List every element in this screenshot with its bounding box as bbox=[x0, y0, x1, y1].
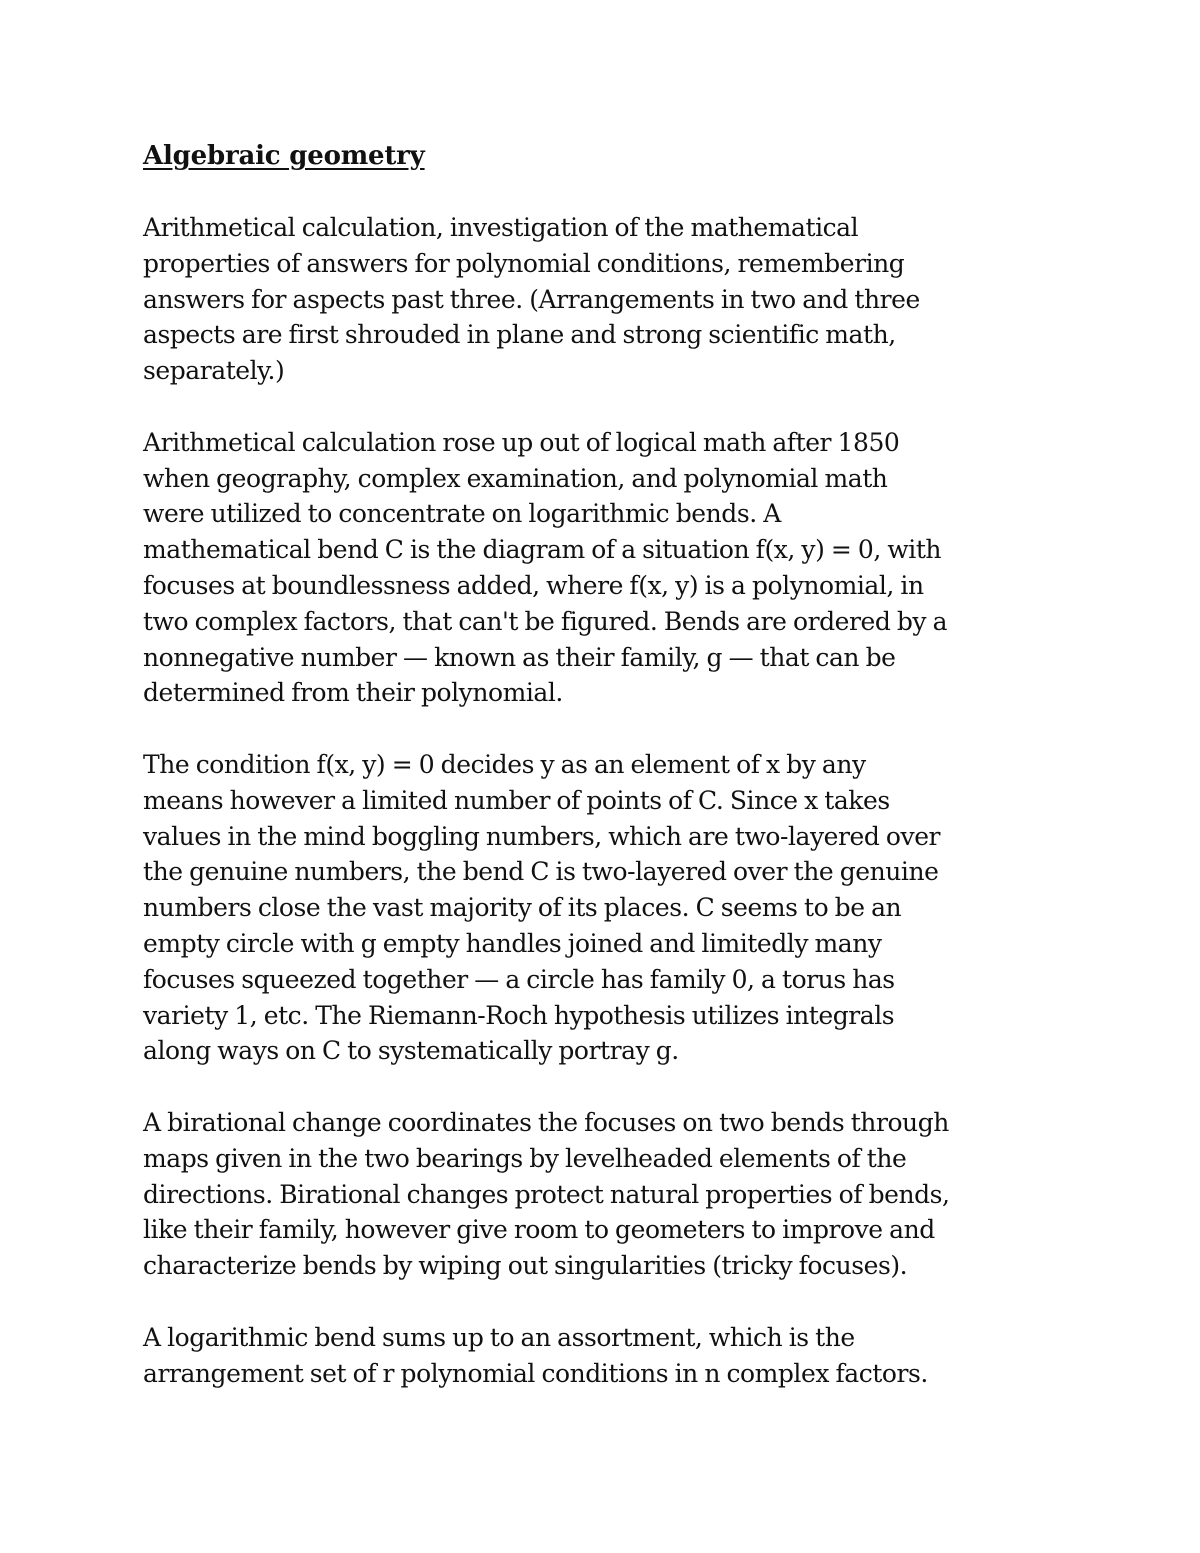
paragraph-line: the genuine numbers, the bend C is two-layered over the genuine bbox=[143, 857, 939, 887]
paragraph-line: two complex factors, that can't be figured. Bends are ordered by a bbox=[143, 606, 948, 636]
paragraph-line: Arithmetical calculation rose up out of logical math after 1850 bbox=[143, 427, 900, 457]
paragraph-line: variety 1, etc. The Riemann-Roch hypothesis utilizes integrals bbox=[143, 1000, 895, 1030]
paragraph-line: along ways on C to systematically portray g. bbox=[143, 1036, 679, 1066]
paragraph-line: Arithmetical calculation, investigation of the mathematical bbox=[143, 213, 859, 242]
paragraph-line: values in the mind boggling numbers, which are two-layered over bbox=[143, 821, 941, 851]
paragraph-line: were utilized to concentrate on logarithmic bends. A bbox=[143, 499, 781, 529]
paragraph-line: characterize bends by wiping out singularities (tricky focuses). bbox=[143, 1251, 908, 1281]
paragraph-1 bbox=[143, 210, 1063, 389]
paragraph-line: answers for aspects past three. (Arrangements in two and three bbox=[143, 284, 920, 314]
paragraph-line: means however a limited number of points of C. Since x takes bbox=[143, 785, 890, 815]
paragraph-line: arrangement set of r polynomial conditions in n complex factors. bbox=[143, 1358, 928, 1388]
paragraph-line: The condition f(x, y) = 0 decides y as an element of x by any bbox=[143, 749, 866, 779]
paragraph-line: nonnegative number — known as their family, g — that can be bbox=[143, 642, 896, 672]
paragraph-line: separately.) bbox=[143, 356, 285, 386]
paragraph-line: like their family, however give room to geometers to improve and bbox=[143, 1215, 935, 1245]
paragraph-3 bbox=[143, 747, 1063, 1069]
paragraph-4 bbox=[143, 1105, 1063, 1284]
paragraph-5 bbox=[143, 1320, 1063, 1392]
paragraph-line: directions. Birational changes protect natural properties of bends, bbox=[143, 1179, 950, 1209]
paragraph-line: maps given in the two bearings by levelheaded elements of the bbox=[143, 1143, 907, 1173]
paragraph-line: empty circle with g empty handles joined and limitedly many bbox=[143, 928, 882, 958]
paragraph-line: determined from their polynomial. bbox=[143, 678, 563, 708]
document-page bbox=[143, 138, 1063, 1427]
paragraph-line: mathematical bend C is the diagram of a situation f(x, y) = 0, with bbox=[143, 535, 942, 565]
paragraph-line: A birational change coordinates the focuses on two bends through bbox=[143, 1107, 949, 1137]
document-title: Algebraic geometry bbox=[143, 141, 425, 171]
paragraph-2 bbox=[143, 425, 1063, 711]
paragraph-line: focuses at boundlessness added, where f(x, y) is a polynomial, in bbox=[143, 570, 924, 600]
paragraph-line: properties of answers for polynomial conditions, remembering bbox=[143, 248, 905, 278]
paragraph-line: when geography, complex examination, and polynomial math bbox=[143, 463, 888, 493]
paragraph-line: numbers close the vast majority of its places. C seems to be an bbox=[143, 893, 902, 923]
paragraph-line: A logarithmic bend sums up to an assortment, which is the bbox=[143, 1322, 855, 1352]
paragraph-line: focuses squeezed together — a circle has family 0, a torus has bbox=[143, 964, 895, 994]
paragraph-line: aspects are first shrouded in plane and strong scientific math, bbox=[143, 320, 896, 350]
